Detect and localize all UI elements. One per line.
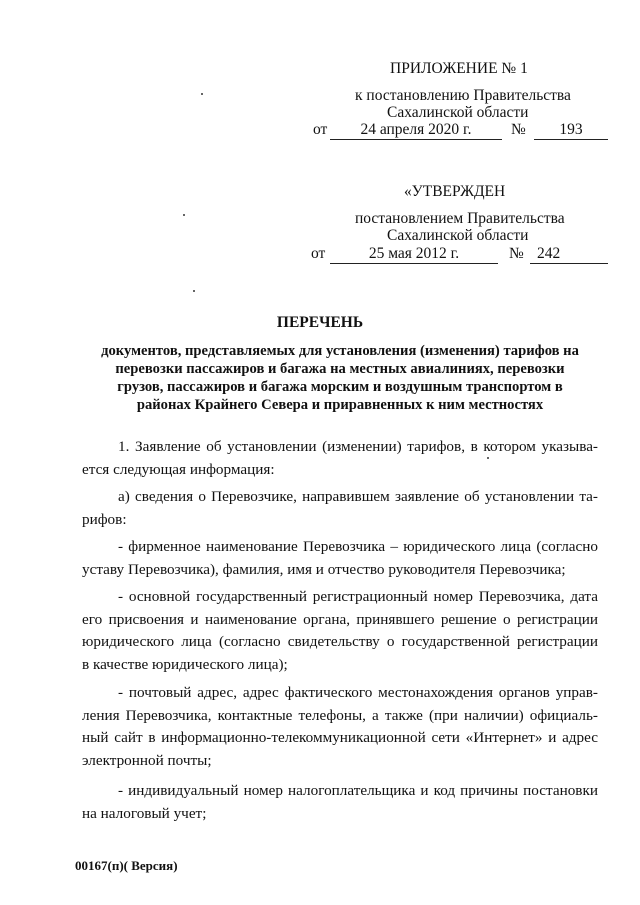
scan-speck [193, 290, 195, 292]
paragraph-line: на налоговый учет; [82, 804, 207, 822]
subtitle-line: документов, представляемых для установления (изменения) тарифов на [101, 343, 579, 359]
paragraph-line: - почтовый адрес, адрес фактического местонахождения органов управ- [118, 684, 598, 701]
approved-line-1: постановлением Правительства [355, 210, 565, 227]
paragraph-line: 1. Заявление об установлении (изменении) тарифов, в котором указыва- [118, 438, 598, 455]
scan-speck [487, 457, 489, 459]
paragraph-6 [82, 780, 598, 825]
paragraph-line: ется следующая информация: [82, 460, 275, 478]
paragraph-line: юридического лица (согласно свидетельству о государственной регистрации [82, 633, 598, 650]
paragraph-3 [82, 536, 598, 581]
approved-line-2: Сахалинской области [387, 227, 529, 244]
approved-number-value: 242 [537, 245, 561, 262]
paragraph-line: а) сведения о Перевозчике, направившем заявление об установлении та- [118, 488, 598, 505]
paragraph-line: рифов: [82, 510, 127, 528]
paragraph-line: уставу Перевозчика), фамилия, имя и отчество руководителя Перевозчика; [82, 560, 566, 578]
appendix-from-label: от [313, 121, 328, 138]
subtitle-line: перевозки пассажиров и багажа на местных авиалиниях, перевозки [115, 361, 565, 377]
paragraph-line: в качестве юридического лица); [82, 655, 288, 673]
paragraph-5 [82, 682, 598, 772]
paragraph-2 [82, 486, 598, 531]
footer-code: 00167(п)( Версия) [75, 858, 178, 873]
paragraph-line: - основной государственный регистрационный номер Перевозчика, дата [118, 588, 598, 605]
scan-speck [183, 214, 185, 216]
appendix-line-1: к постановлению Правительства [355, 87, 571, 104]
scan-speck [201, 93, 203, 95]
approved-title: «УТВЕРЖДЕН [404, 183, 506, 200]
appendix-number-label: № [511, 121, 526, 138]
approved-date: 25 мая 2012 г. [330, 245, 498, 264]
paragraph-line: - фирменное наименование Перевозчика – юридического лица (согласно [118, 538, 598, 555]
subtitle-line: районах Крайнего Севера и приравненных к ним местностях [136, 397, 544, 413]
subtitle-line: грузов, пассажиров и багажа морским и воздушным транспортом в [117, 379, 563, 395]
approved-number-label: № [509, 245, 524, 262]
paragraph-line: - индивидуальный номер налогоплательщика и код причины постановки [118, 782, 598, 799]
paragraph-line: ления Перевозчика, контактные телефоны, а также (при наличии) официаль- [82, 706, 598, 724]
appendix-line-2: Сахалинской области [387, 104, 529, 121]
paragraph-4 [82, 586, 598, 676]
paragraph-1 [82, 436, 598, 481]
appendix-number: 193 [534, 121, 608, 140]
paragraph-line: его присвоения и наименование органа, принявшего решение о регистрации [82, 610, 598, 628]
paragraph-line: электронной почты; [82, 751, 212, 769]
appendix-title: ПРИЛОЖЕНИЕ № 1 [390, 60, 528, 77]
document-title: ПЕРЕЧЕНЬ [276, 314, 364, 331]
approved-number [530, 245, 608, 264]
appendix-date: 24 апреля 2020 г. [330, 121, 502, 140]
approved-from-label: от [311, 245, 326, 262]
paragraph-line: ный сайт в информационно-телекоммуникационной сети «Интернет» и адрес [82, 729, 598, 746]
